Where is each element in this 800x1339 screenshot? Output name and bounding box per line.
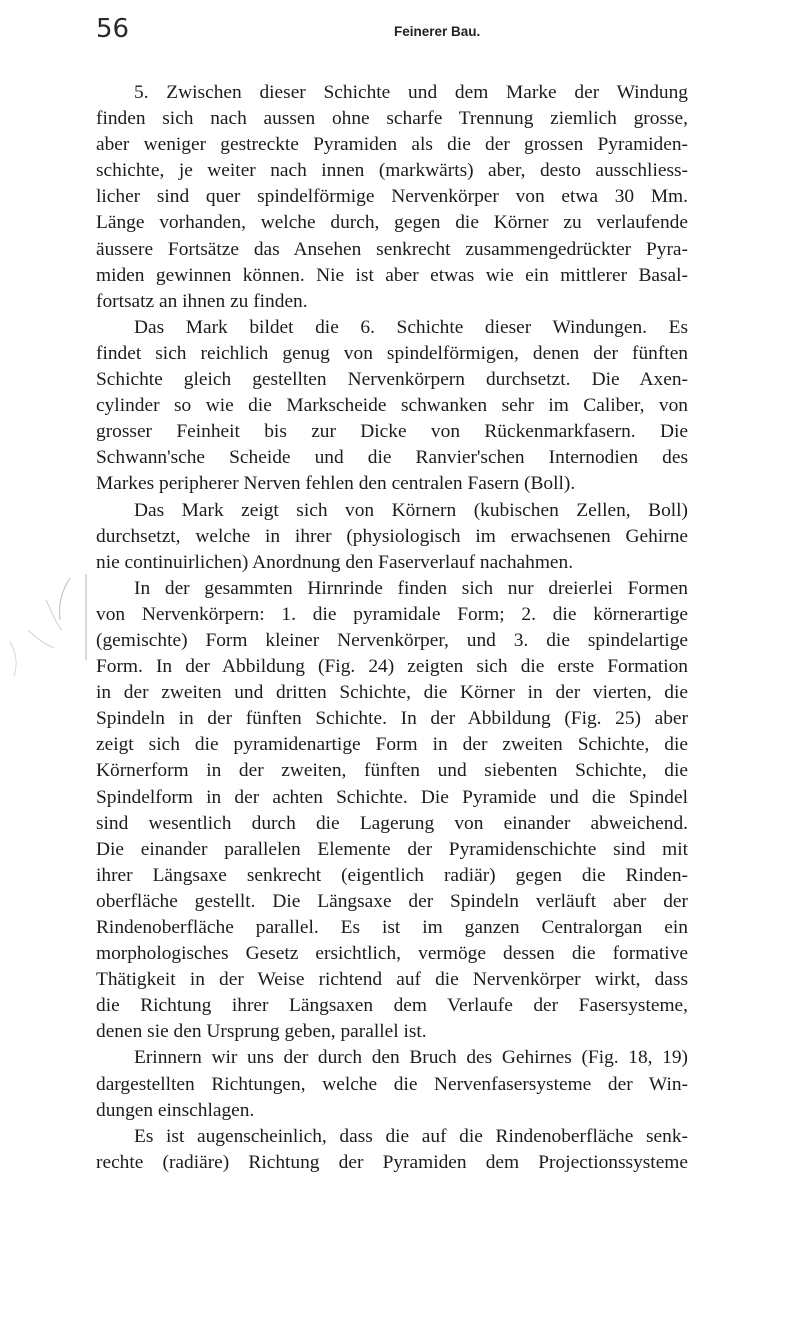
text-line: fortsatz an ihnen zu finden.	[96, 290, 308, 312]
page-number: 56	[96, 14, 130, 44]
text-line: Spindeln in der fünften Schichte. In der Abbildung (Fig. 25) aber	[96, 708, 688, 730]
body-text	[96, 80, 688, 1176]
text-line: Thätigkeit in der Weise richtend auf die Nervenkörper wirkt, dass	[96, 969, 688, 991]
text-line: miden gewinnen können. Nie ist aber etwas wie ein mittlerer Basal-	[96, 264, 688, 286]
text-line: cylinder so wie die Markscheide schwanken sehr im Caliber, von	[96, 395, 688, 417]
text-line: denen sie den Ursprung geben, parallel ist.	[96, 1021, 427, 1043]
paragraph-3	[96, 498, 688, 576]
text-line: In der gesammten Hirnrinde finden sich nur dreierlei Formen	[134, 577, 688, 599]
paragraph-2	[96, 315, 688, 498]
text-line: dungen einschlagen.	[96, 1099, 255, 1121]
page-header	[96, 14, 696, 54]
text-line: (gemischte) Form kleiner Nervenkörper, und 3. die spindelartige	[96, 629, 688, 651]
text-line: Schichte gleich gestellten Nervenkörpern durchsetzt. Die Axen-	[96, 369, 688, 391]
margin-scan-mark	[0, 560, 90, 680]
paragraph-1	[96, 80, 688, 315]
text-line: äussere Fortsätze das Ansehen senkrecht zusammengedrückter Pyra-	[96, 238, 688, 260]
text-line: sind wesentlich durch die Lagerung von einander abweichend.	[96, 812, 688, 834]
text-line: licher sind quer spindelförmige Nervenkörper von etwa 30 Mm.	[96, 186, 688, 208]
text-line: 5. Zwischen dieser Schichte und dem Marke der Windung	[134, 82, 688, 103]
text-line: Das Mark zeigt sich von Körnern (kubischen Zellen, Boll)	[134, 499, 688, 521]
paragraph-4	[96, 576, 688, 1046]
text-line: aber weniger gestreckte Pyramiden als die der grossen Pyramiden-	[96, 134, 688, 156]
text-line: Das Mark bildet die 6. Schichte dieser Windungen. Es	[134, 316, 688, 338]
text-line: finden sich nach aussen ohne scharfe Trennung ziemlich grosse,	[96, 108, 688, 130]
text-line: durchsetzt, welche in ihrer (physiologisch im erwachsenen Gehirne	[96, 525, 688, 547]
running-title: Feinerer Bau.	[394, 24, 481, 39]
text-line: schichte, je weiter nach innen (markwärts) aber, desto ausschliess-	[96, 160, 688, 182]
text-line: Markes peripherer Nerven fehlen den centralen Fasern (Boll).	[96, 473, 576, 495]
text-line: Form. In der Abbildung (Fig. 24) zeigten sich die erste Formation	[96, 656, 688, 678]
paragraph-6	[96, 1124, 688, 1176]
paragraph-5	[96, 1045, 688, 1123]
text-line: Körnerform in der zweiten, fünften und siebenten Schichte, die	[96, 760, 688, 782]
text-line: grosser Feinheit bis zur Dicke von Rückenmarkfasern. Die	[96, 421, 688, 443]
text-line: Es ist augenscheinlich, dass die auf die Rindenoberfläche senk-	[134, 1125, 688, 1147]
text-line: nie continuirlichen) Anordnung den Faserverlauf nachahmen.	[96, 551, 574, 573]
text-line: findet sich reichlich genug von spindelförmigen, denen der fünften	[96, 342, 688, 364]
text-line: rechte (radiäre) Richtung der Pyramiden dem Projectionssysteme	[96, 1151, 688, 1173]
text-line: oberfläche gestellt. Die Längsaxe der Spindeln verläuft aber der	[96, 890, 688, 912]
text-line: dargestellten Richtungen, welche die Nervenfasersysteme der Win-	[96, 1073, 688, 1095]
text-line: Rindenoberfläche parallel. Es ist im ganzen Centralorgan ein	[96, 917, 688, 938]
text-line: Schwann'sche Scheide und die Ranvier'schen Internodien des	[96, 447, 688, 469]
text-line: die Richtung ihrer Längsaxen dem Verlaufe der Fasersysteme,	[96, 995, 688, 1017]
text-line: morphologisches Gesetz ersichtlich, vermöge dessen die formative	[96, 943, 688, 965]
text-line: in der zweiten und dritten Schichte, die Körner in der vierten, die	[96, 682, 688, 704]
text-line: ihrer Längsaxe senkrecht (eigentlich radiär) gegen die Rinden-	[96, 864, 688, 886]
text-line: Spindelform in der achten Schichte. Die Pyramide und die Spindel	[96, 786, 688, 808]
text-line: Erinnern wir uns der durch den Bruch des Gehirnes (Fig. 18, 19)	[134, 1047, 688, 1069]
text-line: Die einander parallelen Elemente der Pyramidenschichte sind mit	[96, 838, 688, 860]
text-line: zeigt sich die pyramidenartige Form in der zweiten Schichte, die	[96, 734, 688, 756]
text-line: Länge vorhanden, welche durch, gegen die Körner zu verlaufende	[96, 212, 688, 234]
text-line: von Nervenkörpern: 1. die pyramidale Form; 2. die körnerartige	[96, 603, 688, 625]
